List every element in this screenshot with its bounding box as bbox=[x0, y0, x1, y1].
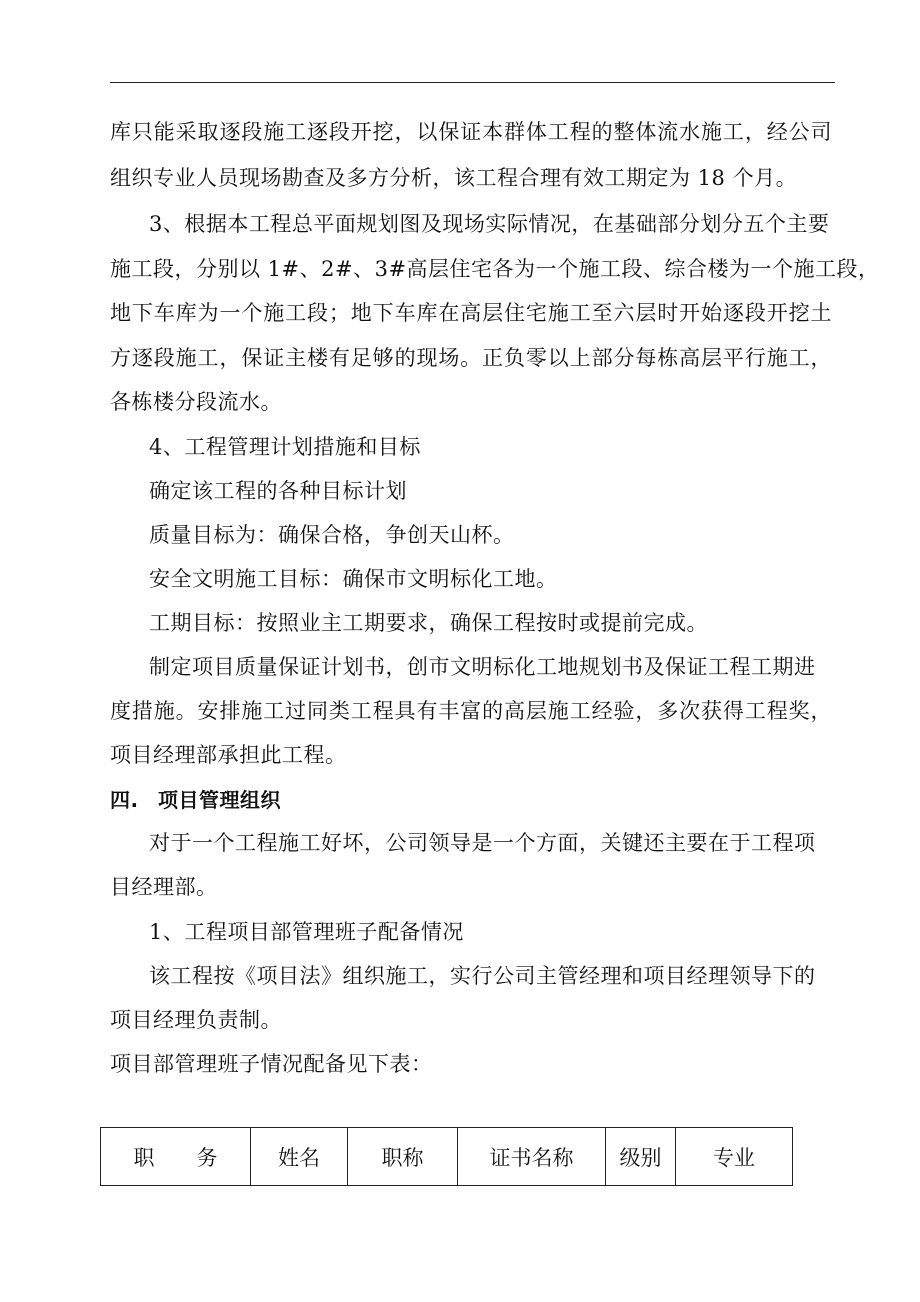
paragraph-line: 该工程按《项目法》组织施工，实行公司主管经理和项目经理领导下的 bbox=[149, 964, 816, 988]
paragraph-line: 各栋楼分段流水。 bbox=[110, 390, 282, 414]
header-rule bbox=[110, 82, 835, 83]
paragraph-line: 项目部管理班子情况配备见下表： bbox=[110, 1052, 433, 1076]
paragraph-line: 对于一个工程施工好坏，公司领导是一个方面，关键还主要在于工程项 bbox=[149, 831, 816, 855]
staff-table bbox=[100, 1127, 793, 1186]
table-header-cell: 证书名称 bbox=[458, 1128, 606, 1186]
paragraph-line: 度措施。安排施工过同类工程具有丰富的高层施工经验，多次获得工程奖， bbox=[110, 699, 832, 723]
table-header-cell: 职 务 bbox=[101, 1128, 251, 1186]
paragraph-line: 组织专业人员现场勘查及多方分析，该工程合理有效工期定为 18 个月。 bbox=[110, 166, 798, 190]
paragraph-line: 地下车库为一个施工段；地下车库在高层住宅施工至六层时开始逐段开挖土 bbox=[110, 301, 832, 325]
table-header-row bbox=[101, 1128, 793, 1186]
paragraph-line: 方逐段施工，保证主楼有足够的现场。正负零以上部分每栋高层平行施工， bbox=[110, 346, 832, 370]
table-header-cell: 职称 bbox=[348, 1128, 458, 1186]
table-header-cell: 姓名 bbox=[251, 1128, 348, 1186]
section-number: 四. bbox=[110, 788, 139, 812]
paragraph-line: 项目经理部承担此工程。 bbox=[110, 743, 347, 767]
section-heading bbox=[110, 786, 281, 814]
paragraph-line: 1、工程项目部管理班子配备情况 bbox=[149, 920, 464, 944]
section-title: 项目管理组织 bbox=[158, 788, 281, 812]
paragraph-line: 制定项目质量保证计划书，创市文明标化工地规划书及保证工程工期进 bbox=[149, 655, 816, 679]
paragraph-line: 施工段，分别以 1#、2#、3#高层住宅各为一个施工段、综合楼为一个施工段， bbox=[110, 257, 880, 281]
paragraph-line: 确定该工程的各种目标计划 bbox=[149, 479, 407, 503]
paragraph-line: 质量目标为：确保合格，争创天山杯。 bbox=[149, 523, 515, 547]
paragraph-line: 工期目标：按照业主工期要求，确保工程按时或提前完成。 bbox=[149, 611, 708, 635]
paragraph-line: 目经理部。 bbox=[110, 875, 218, 899]
paragraph-line: 4、工程管理计划措施和目标 bbox=[149, 435, 421, 459]
paragraph-line: 安全文明施工目标：确保市文明标化工地。 bbox=[149, 567, 558, 591]
paragraph-line: 库只能采取逐段施工逐段开挖，以保证本群体工程的整体流水施工，经公司 bbox=[110, 120, 832, 144]
table-header-cell: 专业 bbox=[676, 1128, 793, 1186]
table-header-cell: 级别 bbox=[606, 1128, 676, 1186]
paragraph-line: 项目经理负责制。 bbox=[110, 1008, 282, 1032]
paragraph-line: 3、根据本工程总平面规划图及现场实际情况，在基础部分划分五个主要 bbox=[149, 212, 830, 236]
